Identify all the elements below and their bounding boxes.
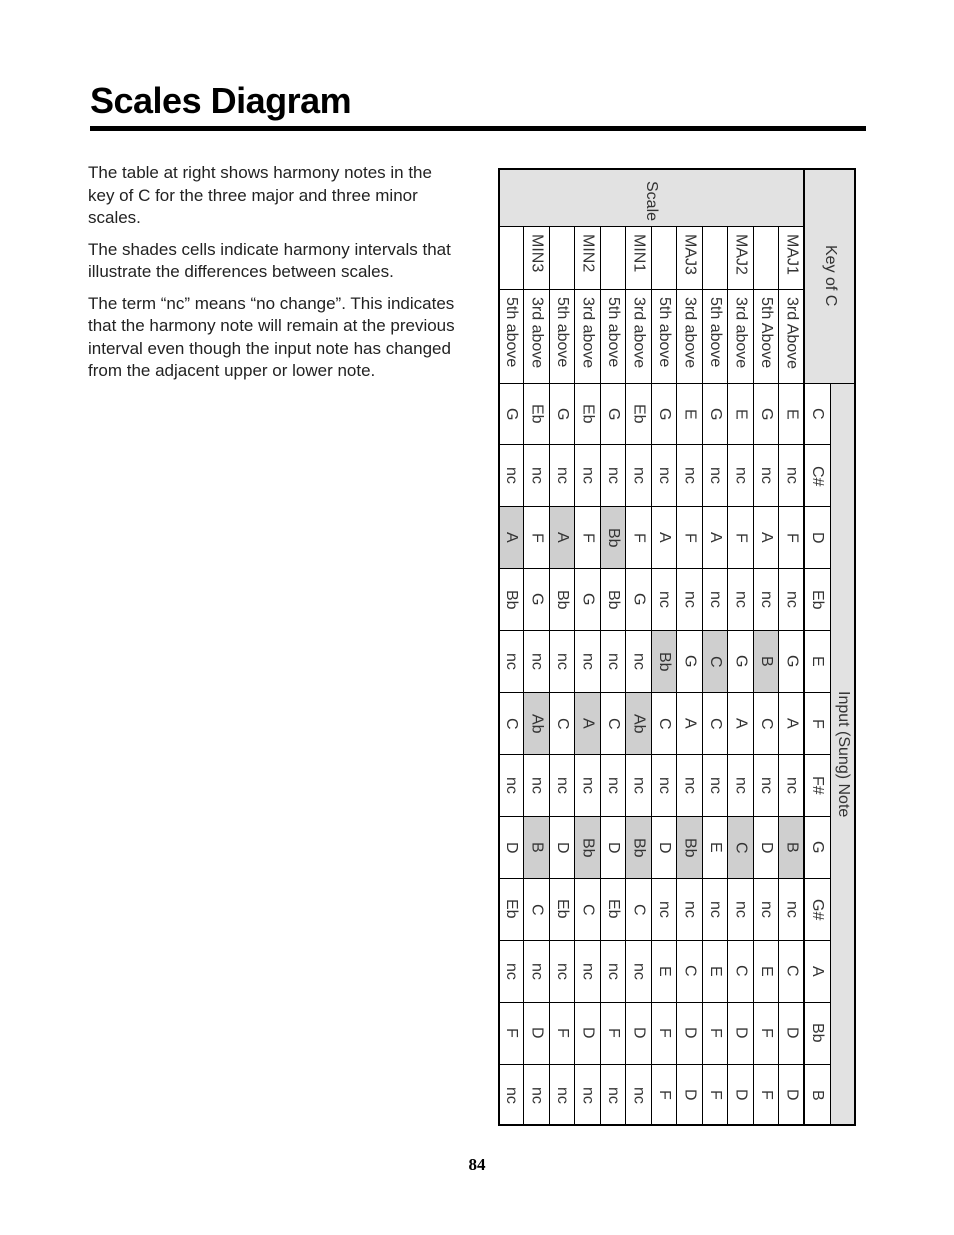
note-cell: nc: [604, 467, 622, 485]
note-cell: nc: [706, 467, 724, 485]
note-cell: A: [757, 532, 775, 544]
page-number: 84: [468, 1155, 486, 1174]
intro-paragraph-1: The table at right shows harmony notes in the key of C for the three major and three minor scales.: [88, 163, 432, 227]
note-cell: F: [783, 532, 801, 543]
note-cell: D: [528, 1027, 546, 1039]
note-cell: G: [655, 407, 673, 421]
scale-name-maj3: MAJ3: [681, 234, 699, 275]
input-note-1: C#: [809, 465, 826, 487]
note-cell: nc: [706, 777, 724, 794]
note-cell: C: [681, 965, 699, 977]
scale-label: Scale: [643, 180, 660, 222]
scale-name-min1: MIN1: [630, 234, 648, 273]
note-cell: F: [732, 532, 750, 543]
note-cell: D: [757, 841, 775, 854]
grid-line: [498, 1002, 830, 1003]
note-cell: nc: [630, 962, 648, 980]
interval-label: 3rd above: [732, 297, 750, 369]
note-cell: nc: [706, 900, 724, 918]
note-cell: A: [655, 532, 673, 544]
note-cell: nc: [655, 900, 673, 918]
note-cell: C: [702, 631, 728, 693]
note-cell: F: [528, 532, 546, 543]
grid-line: [549, 226, 550, 1126]
input-note-7: G: [809, 841, 826, 854]
note-cell: D: [655, 841, 673, 854]
note-cell: Bb: [651, 631, 677, 693]
note-cell: D: [502, 841, 520, 854]
input-note-3: Eb: [809, 589, 826, 610]
note-cell: nc: [783, 900, 801, 918]
note-cell: A: [498, 507, 524, 569]
note-cell: Ab: [524, 693, 550, 755]
grid-line: [498, 940, 830, 941]
note-cell: nc: [604, 962, 622, 980]
note-cell: nc: [655, 777, 673, 794]
grid-line: [676, 226, 677, 1126]
note-cell: F: [757, 1028, 775, 1038]
input-note-6: F#: [809, 776, 826, 795]
note-cell: G: [757, 407, 775, 421]
note-cell: nc: [681, 591, 699, 609]
note-cell: nc: [604, 1086, 622, 1104]
note-cell: Eb: [630, 404, 648, 424]
note-cell: A: [706, 532, 724, 544]
note-cell: nc: [502, 467, 520, 485]
grid-line: [498, 1064, 830, 1065]
scale-name-min3: MIN3: [528, 234, 546, 273]
interval-label: 5th above: [553, 297, 571, 368]
note-cell: G: [630, 593, 648, 606]
grid-line: [498, 692, 830, 693]
note-cell: Bb: [502, 589, 520, 610]
note-cell: nc: [604, 653, 622, 671]
note-cell: nc: [553, 653, 571, 671]
interval-label: 3rd Above: [783, 297, 801, 370]
grid-line: [498, 630, 830, 631]
note-cell: nc: [757, 777, 775, 794]
note-cell: nc: [706, 591, 724, 609]
note-cell: F: [579, 532, 597, 543]
note-cell: Bb: [626, 816, 652, 878]
note-cell: nc: [502, 777, 520, 794]
note-cell: nc: [681, 777, 699, 794]
note-cell: G: [502, 407, 520, 421]
note-cell: D: [630, 1027, 648, 1039]
note-cell: Eb: [502, 899, 520, 920]
note-cell: E: [732, 408, 750, 420]
key-label: Key of C: [822, 244, 839, 307]
grid-line: [600, 226, 601, 1126]
note-cell: D: [681, 1027, 699, 1039]
grid-line: [498, 383, 856, 384]
page-title: Scales Diagram: [90, 80, 352, 121]
note-cell: B: [753, 631, 779, 693]
note-cell: C: [706, 717, 724, 730]
intro-paragraph-2: The shades cells indicate harmony intervals that illustrate the differences between scales.: [88, 239, 451, 281]
note-cell: nc: [655, 591, 673, 609]
note-cell: nc: [732, 900, 750, 918]
note-cell: A: [732, 718, 750, 729]
grid-line: [702, 226, 703, 1126]
note-cell: C: [783, 965, 801, 977]
note-cell: E: [655, 965, 673, 977]
note-cell: nc: [655, 467, 673, 485]
note-cell: F: [706, 1028, 724, 1038]
grid-line: [498, 226, 804, 227]
grid-line: [625, 226, 626, 1126]
note-cell: nc: [579, 777, 597, 794]
note-cell: E: [757, 965, 775, 977]
note-cell: nc: [604, 777, 622, 794]
note-cell: C: [732, 965, 750, 977]
note-cell: A: [575, 693, 601, 755]
note-cell: nc: [630, 1086, 648, 1104]
scale-name-maj2: MAJ2: [732, 234, 750, 275]
grid-line: [803, 168, 805, 1126]
note-cell: C: [728, 816, 754, 878]
intro-paragraph-3: The term “nc” means “no change”. This indicates that the harmony note will remain at the previous interval even though the input note has changed from the adjacent upper or lower note.: [88, 293, 455, 380]
note-cell: G: [706, 407, 724, 421]
note-cell: nc: [528, 777, 546, 794]
interval-label: 5th above: [604, 297, 622, 368]
note-cell: B: [524, 816, 550, 878]
note-cell: Eb: [579, 404, 597, 424]
note-cell: nc: [681, 467, 699, 485]
note-cell: D: [579, 1027, 597, 1039]
interval-label: 3rd above: [630, 297, 648, 369]
note-cell: C: [579, 903, 597, 916]
note-cell: nc: [757, 591, 775, 609]
grid-line: [523, 226, 524, 1126]
note-cell: nc: [579, 962, 597, 980]
note-cell: Eb: [604, 899, 622, 920]
note-cell: C: [630, 903, 648, 916]
grid-line: [753, 226, 754, 1126]
note-cell: D: [604, 841, 622, 854]
note-cell: G: [732, 655, 750, 668]
note-cell: nc: [502, 1086, 520, 1104]
note-cell: nc: [502, 962, 520, 980]
input-note-4: E: [809, 656, 826, 667]
note-cell: C: [553, 717, 571, 730]
grid-line: [498, 506, 830, 507]
note-cell: Eb: [528, 404, 546, 424]
input-label: Input (Sung) Note: [835, 691, 852, 818]
note-cell: G: [783, 655, 801, 668]
note-cell: F: [655, 1090, 673, 1100]
grid-line: [498, 878, 830, 879]
note-cell: F: [655, 1028, 673, 1038]
intro-text: [88, 162, 460, 392]
note-cell: A: [783, 718, 801, 729]
note-cell: E: [706, 965, 724, 977]
grid-line: [498, 568, 830, 569]
note-cell: B: [779, 816, 805, 878]
note-cell: D: [732, 1089, 750, 1101]
note-cell: nc: [553, 467, 571, 485]
input-note-11: B: [809, 1089, 826, 1101]
note-cell: Ab: [626, 693, 652, 755]
note-cell: C: [757, 717, 775, 730]
note-cell: nc: [681, 900, 699, 918]
note-cell: nc: [732, 591, 750, 609]
note-cell: Bb: [677, 816, 703, 878]
note-cell: Bb: [575, 816, 601, 878]
note-cell: Bb: [553, 589, 571, 610]
note-cell: nc: [528, 1086, 546, 1104]
grid-line: [498, 444, 830, 445]
note-cell: Eb: [553, 899, 571, 920]
note-cell: nc: [732, 467, 750, 485]
note-cell: C: [502, 717, 520, 730]
grid-line: [778, 226, 779, 1126]
interval-label: 5th above: [655, 297, 673, 368]
note-cell: nc: [579, 467, 597, 485]
note-cell: nc: [732, 777, 750, 794]
note-cell: F: [630, 532, 648, 543]
note-cell: D: [681, 1089, 699, 1101]
note-cell: D: [732, 1027, 750, 1039]
scale-name-min2: MIN2: [579, 234, 597, 273]
interval-label: 3rd above: [528, 297, 546, 369]
note-cell: nc: [528, 467, 546, 485]
note-cell: F: [681, 532, 699, 543]
note-cell: nc: [553, 777, 571, 794]
grid-line: [498, 289, 804, 290]
note-cell: nc: [528, 962, 546, 980]
note-cell: nc: [528, 653, 546, 671]
note-cell: G: [553, 407, 571, 421]
interval-label: 3rd above: [681, 297, 699, 369]
note-cell: D: [783, 1089, 801, 1101]
note-cell: G: [579, 593, 597, 606]
note-cell: F: [604, 1028, 622, 1038]
note-cell: Bb: [600, 507, 626, 569]
note-cell: G: [681, 655, 699, 668]
grid-line: [727, 226, 728, 1126]
input-note-5: F: [809, 718, 826, 729]
grid-line: [574, 226, 575, 1126]
grid-line: [498, 816, 830, 817]
note-cell: nc: [757, 900, 775, 918]
note-cell: nc: [630, 653, 648, 671]
note-cell: E: [681, 408, 699, 420]
note-cell: nc: [783, 777, 801, 794]
note-cell: A: [549, 507, 575, 569]
note-cell: C: [528, 903, 546, 916]
note-cell: nc: [553, 962, 571, 980]
note-cell: D: [553, 841, 571, 854]
note-cell: nc: [553, 1086, 571, 1104]
note-cell: C: [604, 717, 622, 730]
note-cell: F: [706, 1090, 724, 1100]
input-note-10: Bb: [809, 1023, 826, 1043]
note-cell: nc: [757, 467, 775, 485]
scale-name-maj1: MAJ1: [783, 234, 801, 275]
note-cell: E: [706, 842, 724, 853]
note-cell: nc: [502, 653, 520, 671]
interval-label: 3rd above: [579, 297, 597, 369]
note-cell: Bb: [604, 589, 622, 610]
note-cell: F: [757, 1090, 775, 1100]
note-cell: nc: [630, 777, 648, 794]
title-rule: [90, 126, 866, 131]
note-cell: nc: [579, 1086, 597, 1104]
note-cell: G: [604, 407, 622, 421]
grid-line: [651, 226, 652, 1126]
note-cell: E: [783, 408, 801, 420]
interval-label: 5th above: [502, 297, 520, 368]
input-note-2: D: [809, 532, 826, 544]
interval-label: 5th above: [706, 297, 724, 368]
note-cell: G: [528, 593, 546, 606]
input-note-9: A: [809, 965, 826, 977]
interval-label: 5th Above: [757, 297, 775, 369]
scales-table: [498, 168, 856, 1126]
note-cell: F: [502, 1028, 520, 1038]
note-cell: C: [655, 717, 673, 730]
input-note-0: C: [809, 408, 826, 420]
input-note-8: G#: [809, 898, 826, 920]
grid-line: [498, 754, 830, 755]
note-cell: F: [553, 1028, 571, 1038]
note-cell: nc: [630, 467, 648, 485]
note-cell: nc: [783, 591, 801, 609]
note-cell: nc: [579, 653, 597, 671]
note-cell: D: [783, 1027, 801, 1039]
note-cell: A: [681, 718, 699, 729]
note-cell: nc: [783, 467, 801, 485]
